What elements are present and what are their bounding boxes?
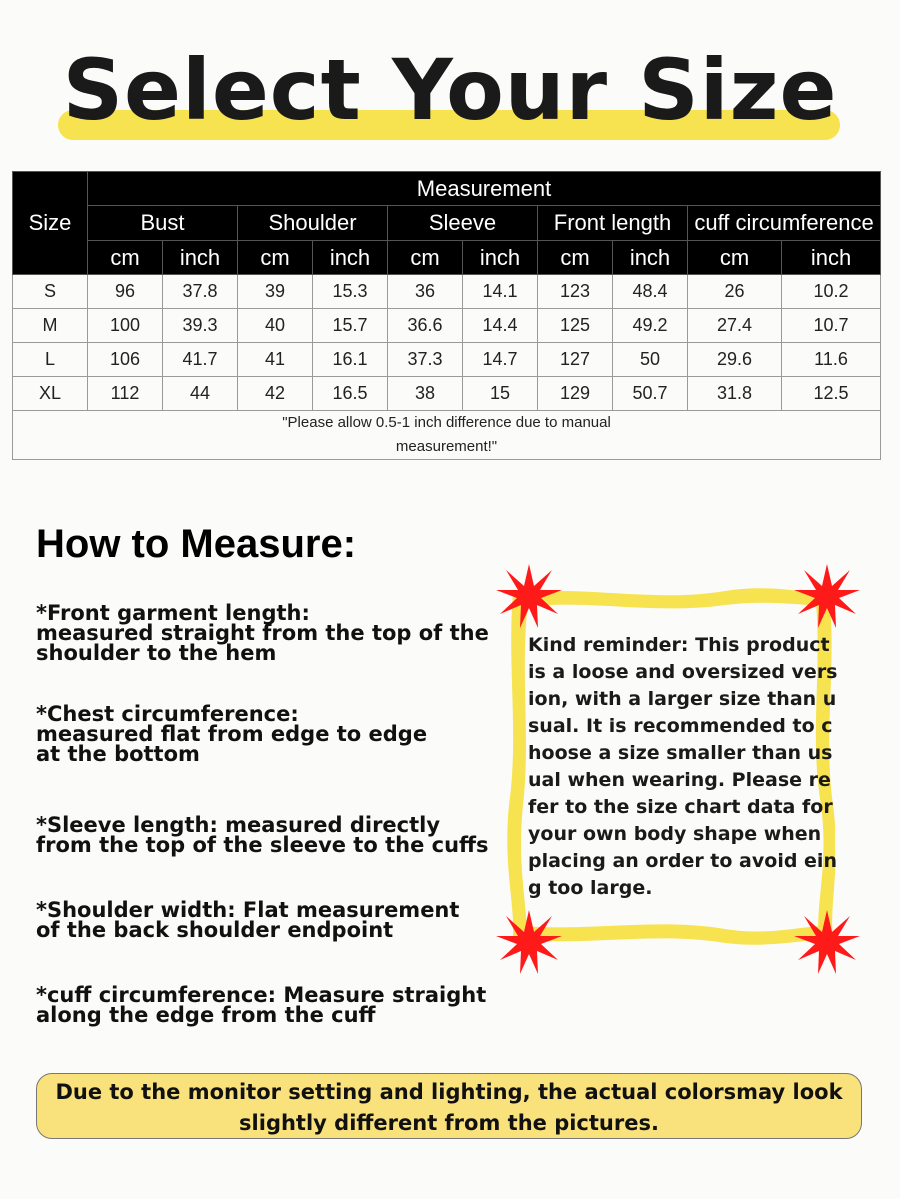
- table-cell: 11.6: [782, 343, 881, 377]
- starburst-icon: [792, 562, 862, 632]
- table-cell: 40: [238, 309, 313, 343]
- table-cell: 36: [388, 275, 463, 309]
- item-line: *Sleeve length: measured directly: [36, 813, 441, 837]
- measure-item-shoulder: [36, 900, 506, 940]
- table-cell: 37.3: [388, 343, 463, 377]
- table-cell: 37.8: [163, 275, 238, 309]
- table-row: [13, 275, 881, 309]
- size-cell: XL: [13, 377, 88, 411]
- table-cell: 44: [163, 377, 238, 411]
- table-cell: 16.5: [313, 377, 388, 411]
- table-cell: 39: [238, 275, 313, 309]
- table-cell: 31.8: [688, 377, 782, 411]
- size-header: Size: [13, 172, 88, 275]
- measure-item-sleeve: [36, 815, 506, 855]
- unit-inch: inch: [463, 241, 538, 275]
- table-cell: 48.4: [613, 275, 688, 309]
- unit-cm: cm: [88, 241, 163, 275]
- table-cell: 106: [88, 343, 163, 377]
- unit-inch: inch: [313, 241, 388, 275]
- table-cell: 50.7: [613, 377, 688, 411]
- table-cell: 49.2: [613, 309, 688, 343]
- item-line: from the top of the sleeve to the cuffs: [36, 833, 489, 857]
- item-line: measured flat from edge to edge: [36, 722, 428, 746]
- table-cell: 96: [88, 275, 163, 309]
- unit-cm: cm: [388, 241, 463, 275]
- table-cell: 42: [238, 377, 313, 411]
- table-cell: 129: [538, 377, 613, 411]
- table-row: [13, 309, 881, 343]
- item-line: *Front garment length:: [36, 601, 310, 625]
- table-cell: 36.6: [388, 309, 463, 343]
- table-cell: 112: [88, 377, 163, 411]
- measure-item-chest: [36, 704, 506, 764]
- table-cell: 39.3: [163, 309, 238, 343]
- size-cell: M: [13, 309, 88, 343]
- table-cell: 41.7: [163, 343, 238, 377]
- table-cell: 38: [388, 377, 463, 411]
- item-line: at the bottom: [36, 742, 200, 766]
- item-line: *Chest circumference:: [36, 702, 299, 726]
- table-cell: 12.5: [782, 377, 881, 411]
- measure-item-front-length: [36, 603, 506, 663]
- item-line: *Shoulder width: Flat measurement: [36, 898, 460, 922]
- table-cell: 10.7: [782, 309, 881, 343]
- item-line: measured straight from the top of the: [36, 621, 489, 645]
- size-cell: L: [13, 343, 88, 377]
- unit-inch: inch: [782, 241, 881, 275]
- table-cell: 29.6: [688, 343, 782, 377]
- column-header-shoulder: Shoulder: [238, 206, 388, 241]
- column-header-cuff: cuff circumference: [688, 206, 881, 241]
- table-cell: 16.1: [313, 343, 388, 377]
- table-cell: 15.3: [313, 275, 388, 309]
- size-cell: S: [13, 275, 88, 309]
- table-row: [13, 343, 881, 377]
- item-line: *cuff circumference: Measure straight: [36, 983, 487, 1007]
- unit-inch: inch: [613, 241, 688, 275]
- starburst-icon: [494, 562, 564, 632]
- column-header-sleeve: Sleeve: [388, 206, 538, 241]
- table-cell: 27.4: [688, 309, 782, 343]
- table-cell: 15.7: [313, 309, 388, 343]
- table-cell: 50: [613, 343, 688, 377]
- unit-cm: cm: [688, 241, 782, 275]
- note-line-2: measurement!": [395, 438, 498, 455]
- table-cell: 26: [688, 275, 782, 309]
- table-cell: 41: [238, 343, 313, 377]
- table-row: [13, 377, 881, 411]
- color-disclaimer-banner: [36, 1073, 862, 1139]
- size-chart-table: [12, 171, 881, 460]
- item-line: along the edge from the cuff: [36, 1003, 376, 1027]
- kind-reminder-text: Kind reminder: This product is a loose and oversized version, with a larger size than usual. It is recommended to choose a size smaller than usual when wearing. Please refer to the size chart data for your own body shape when placing an order to avoid eing too large.: [528, 634, 838, 899]
- table-cell: 15: [463, 377, 538, 411]
- table-cell: 125: [538, 309, 613, 343]
- measurement-note: [13, 411, 881, 460]
- note-line-1: "Please allow 0.5-1 inch difference due to manual: [282, 414, 611, 431]
- unit-cm: cm: [538, 241, 613, 275]
- table-cell: 14.1: [463, 275, 538, 309]
- table-cell: 14.7: [463, 343, 538, 377]
- measure-item-cuff: [36, 985, 506, 1025]
- how-to-measure-title: How to Measure:: [36, 522, 357, 566]
- page-title: Select Your Size: [62, 41, 838, 139]
- table-cell: 127: [538, 343, 613, 377]
- banner-line-2: slightly different from the pictures.: [239, 1111, 659, 1135]
- measurement-header: Measurement: [88, 172, 881, 206]
- table-cell: 10.2: [782, 275, 881, 309]
- unit-inch: inch: [163, 241, 238, 275]
- item-line: shoulder to the hem: [36, 641, 277, 665]
- table-cell: 123: [538, 275, 613, 309]
- starburst-icon: [494, 908, 564, 978]
- column-header-front-length: Front length: [538, 206, 688, 241]
- banner-line-1: Due to the monitor setting and lighting, the actual colorsmay look: [55, 1080, 843, 1104]
- table-cell: 100: [88, 309, 163, 343]
- title-area: [0, 40, 900, 150]
- table-cell: 14.4: [463, 309, 538, 343]
- starburst-icon: [792, 908, 862, 978]
- unit-cm: cm: [238, 241, 313, 275]
- item-line: of the back shoulder endpoint: [36, 918, 394, 942]
- column-header-bust: Bust: [88, 206, 238, 241]
